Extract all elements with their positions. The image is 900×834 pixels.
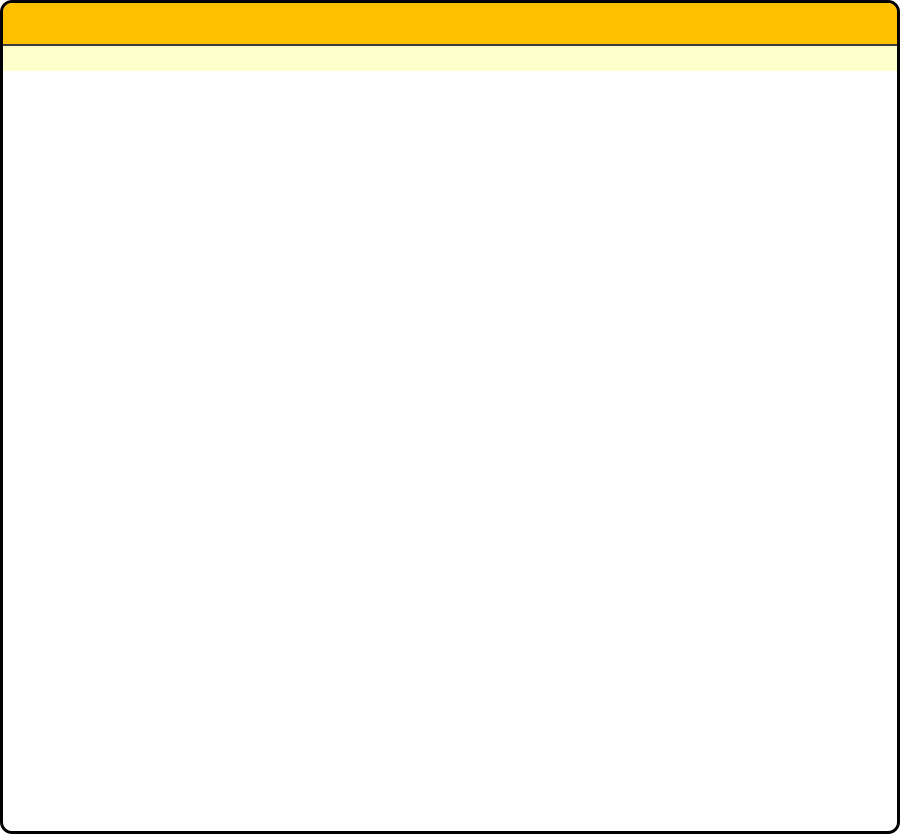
note-row (3, 44, 897, 71)
table-header (3, 3, 897, 44)
